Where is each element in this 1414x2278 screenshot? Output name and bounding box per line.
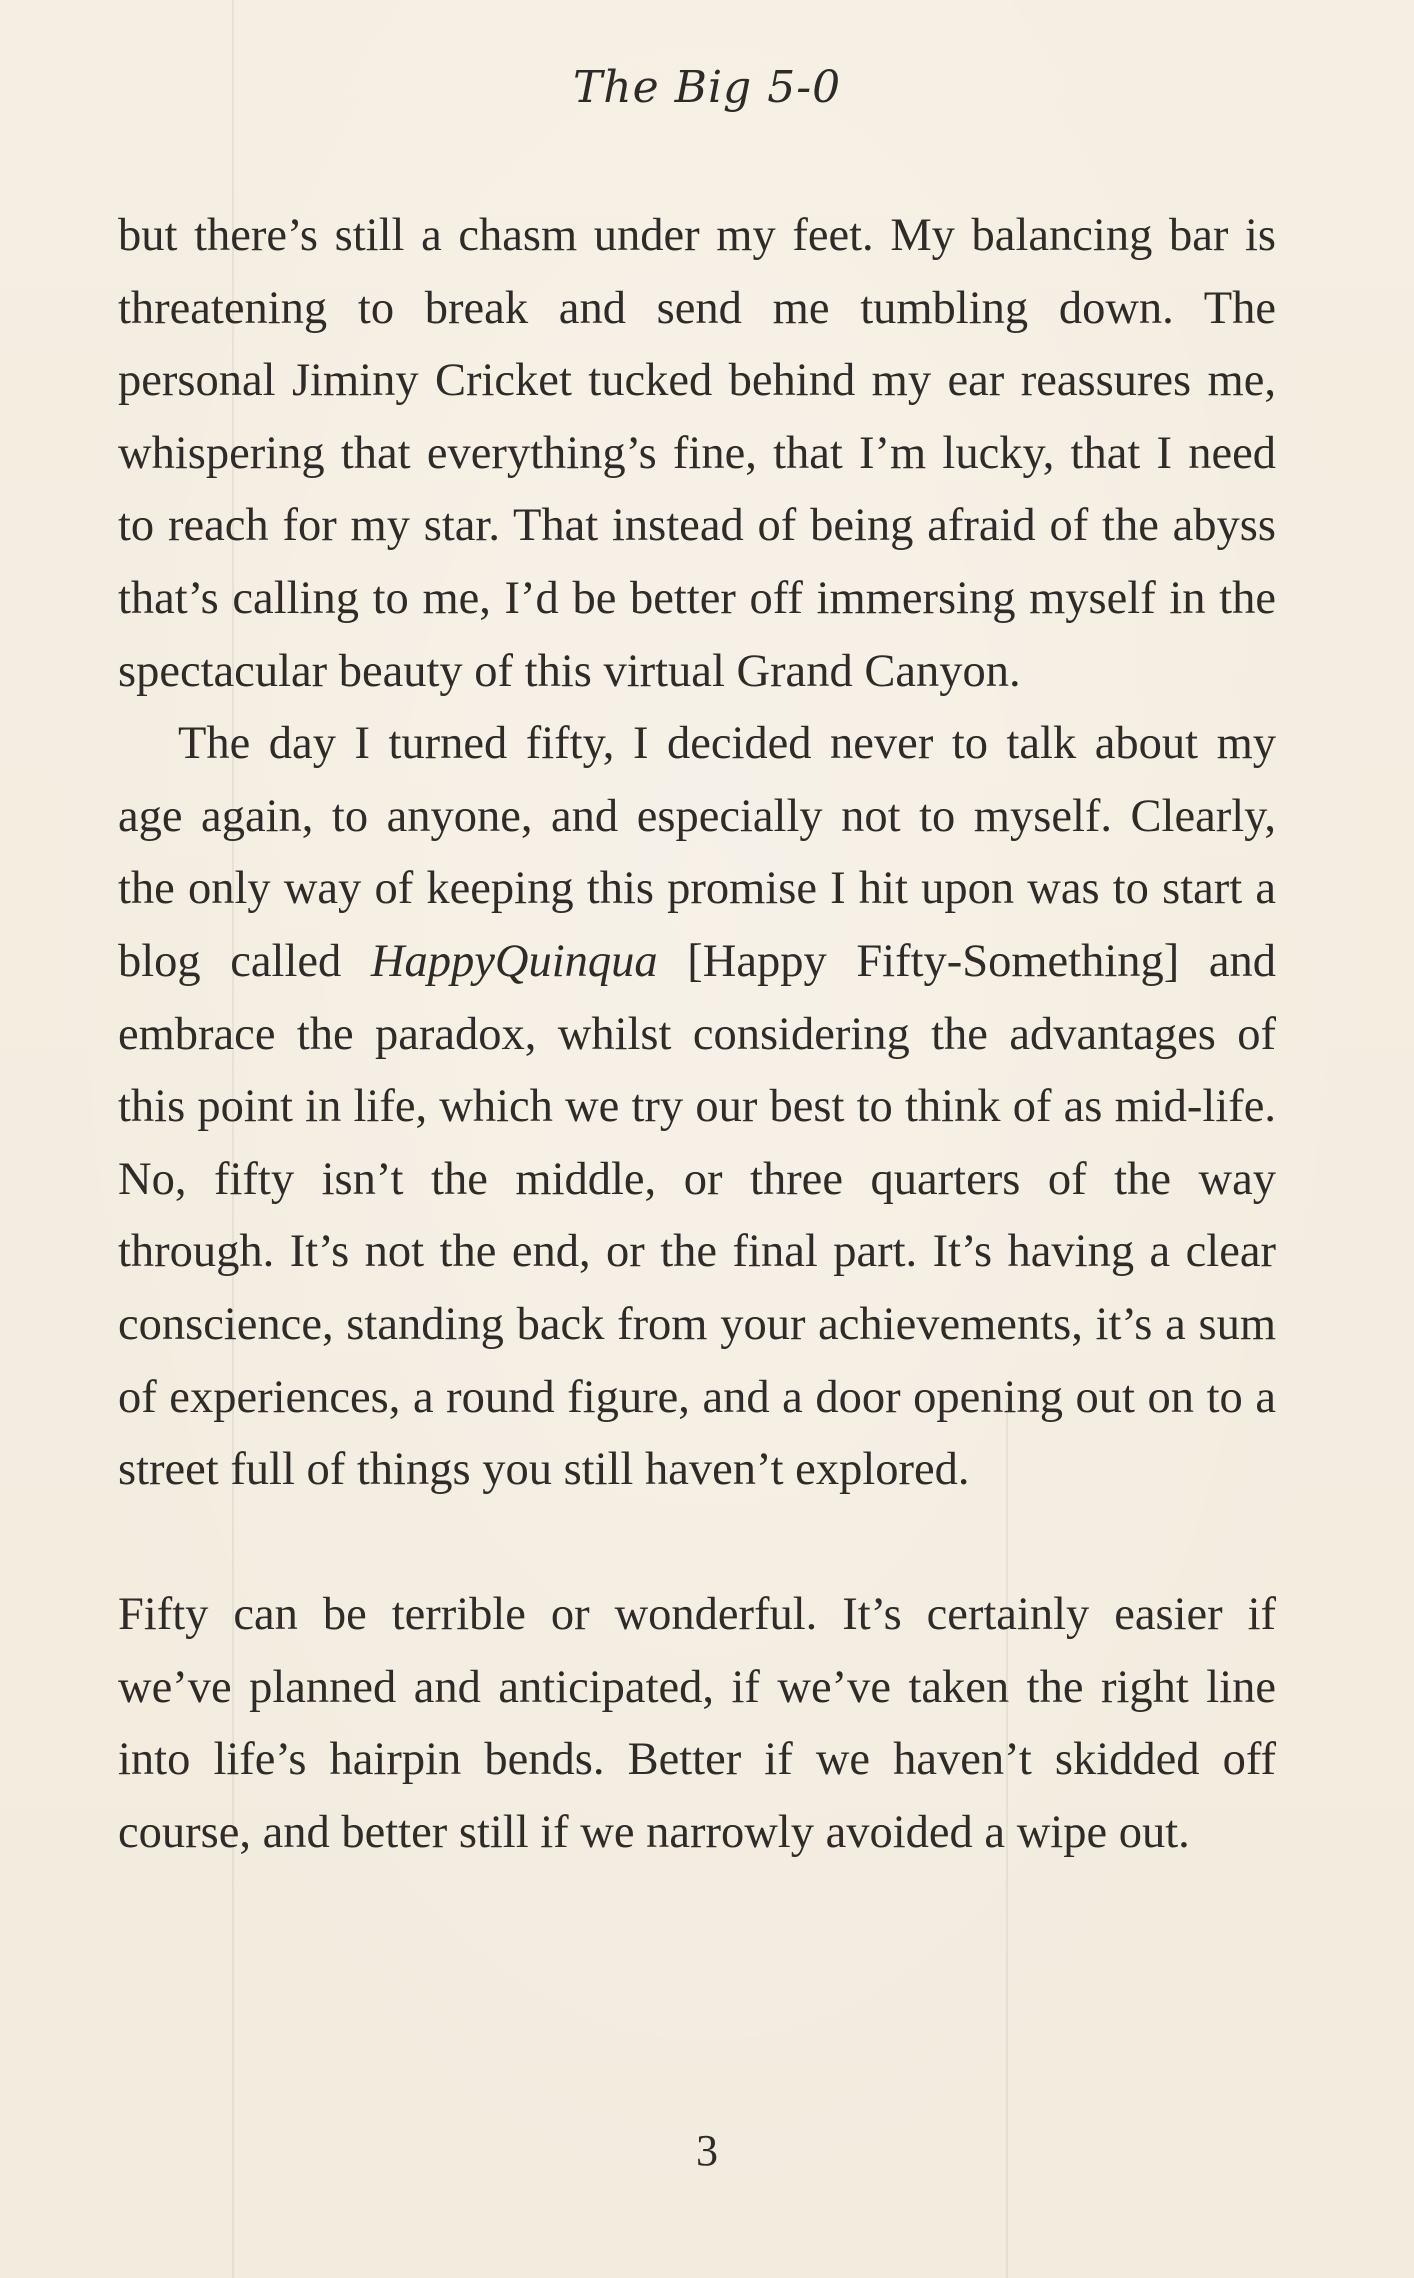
paragraph [118,708,1276,1507]
paragraph-text: but there’s still a chasm under my feet. My balancing bar is threatening to break and send me tumbling down. The personal Jiminy Cricket tucked behind my ear reassures me, whispering that everything’s fine, that I’m lucky, that I need to reach for my star. That instead of being afraid of the abyss that’s calling to me, I’d be better off immersing myself in the spectacular beauty of this virtual Grand Canyon. [118,210,1276,697]
body-text [118,200,1276,1870]
blog-name: HappyQuinqua [370,935,658,987]
page-number: 3 [696,2126,718,2175]
paragraph [118,1579,1276,1869]
paragraph-text: [Happy Fifty-Something] and embrace the paradox, whilst considering the advantages of this point in life, which we try our best to think of as mid-life. No, fifty isn’t the middle, or three quarters of the way through. It’s not the end, or the final part. It’s having a clear conscience, standing back from your achievements, it’s a sum of experiences, a round figure, and a door opening out on to a street full of things you still haven’t explored. [118,935,1276,1496]
running-title: The Big 5-0 [572,62,842,113]
paragraph-text: The day I turned fifty, I decided never to talk about my age again, to anyone, and especially not to myself. Clearly, the only way of keeping this promise I hit upon was to start a blog called [118,718,1276,987]
paragraph-text: Fifty can be terrible or wonderful. It’s certainly easier if we’ve planned and anticipated, if we’ve taken the right line into life’s hairpin bends. Better if we haven’t skidded off course, and better still if we narrowly avoided a wipe out. [118,1589,1276,1859]
paragraph [118,200,1276,708]
